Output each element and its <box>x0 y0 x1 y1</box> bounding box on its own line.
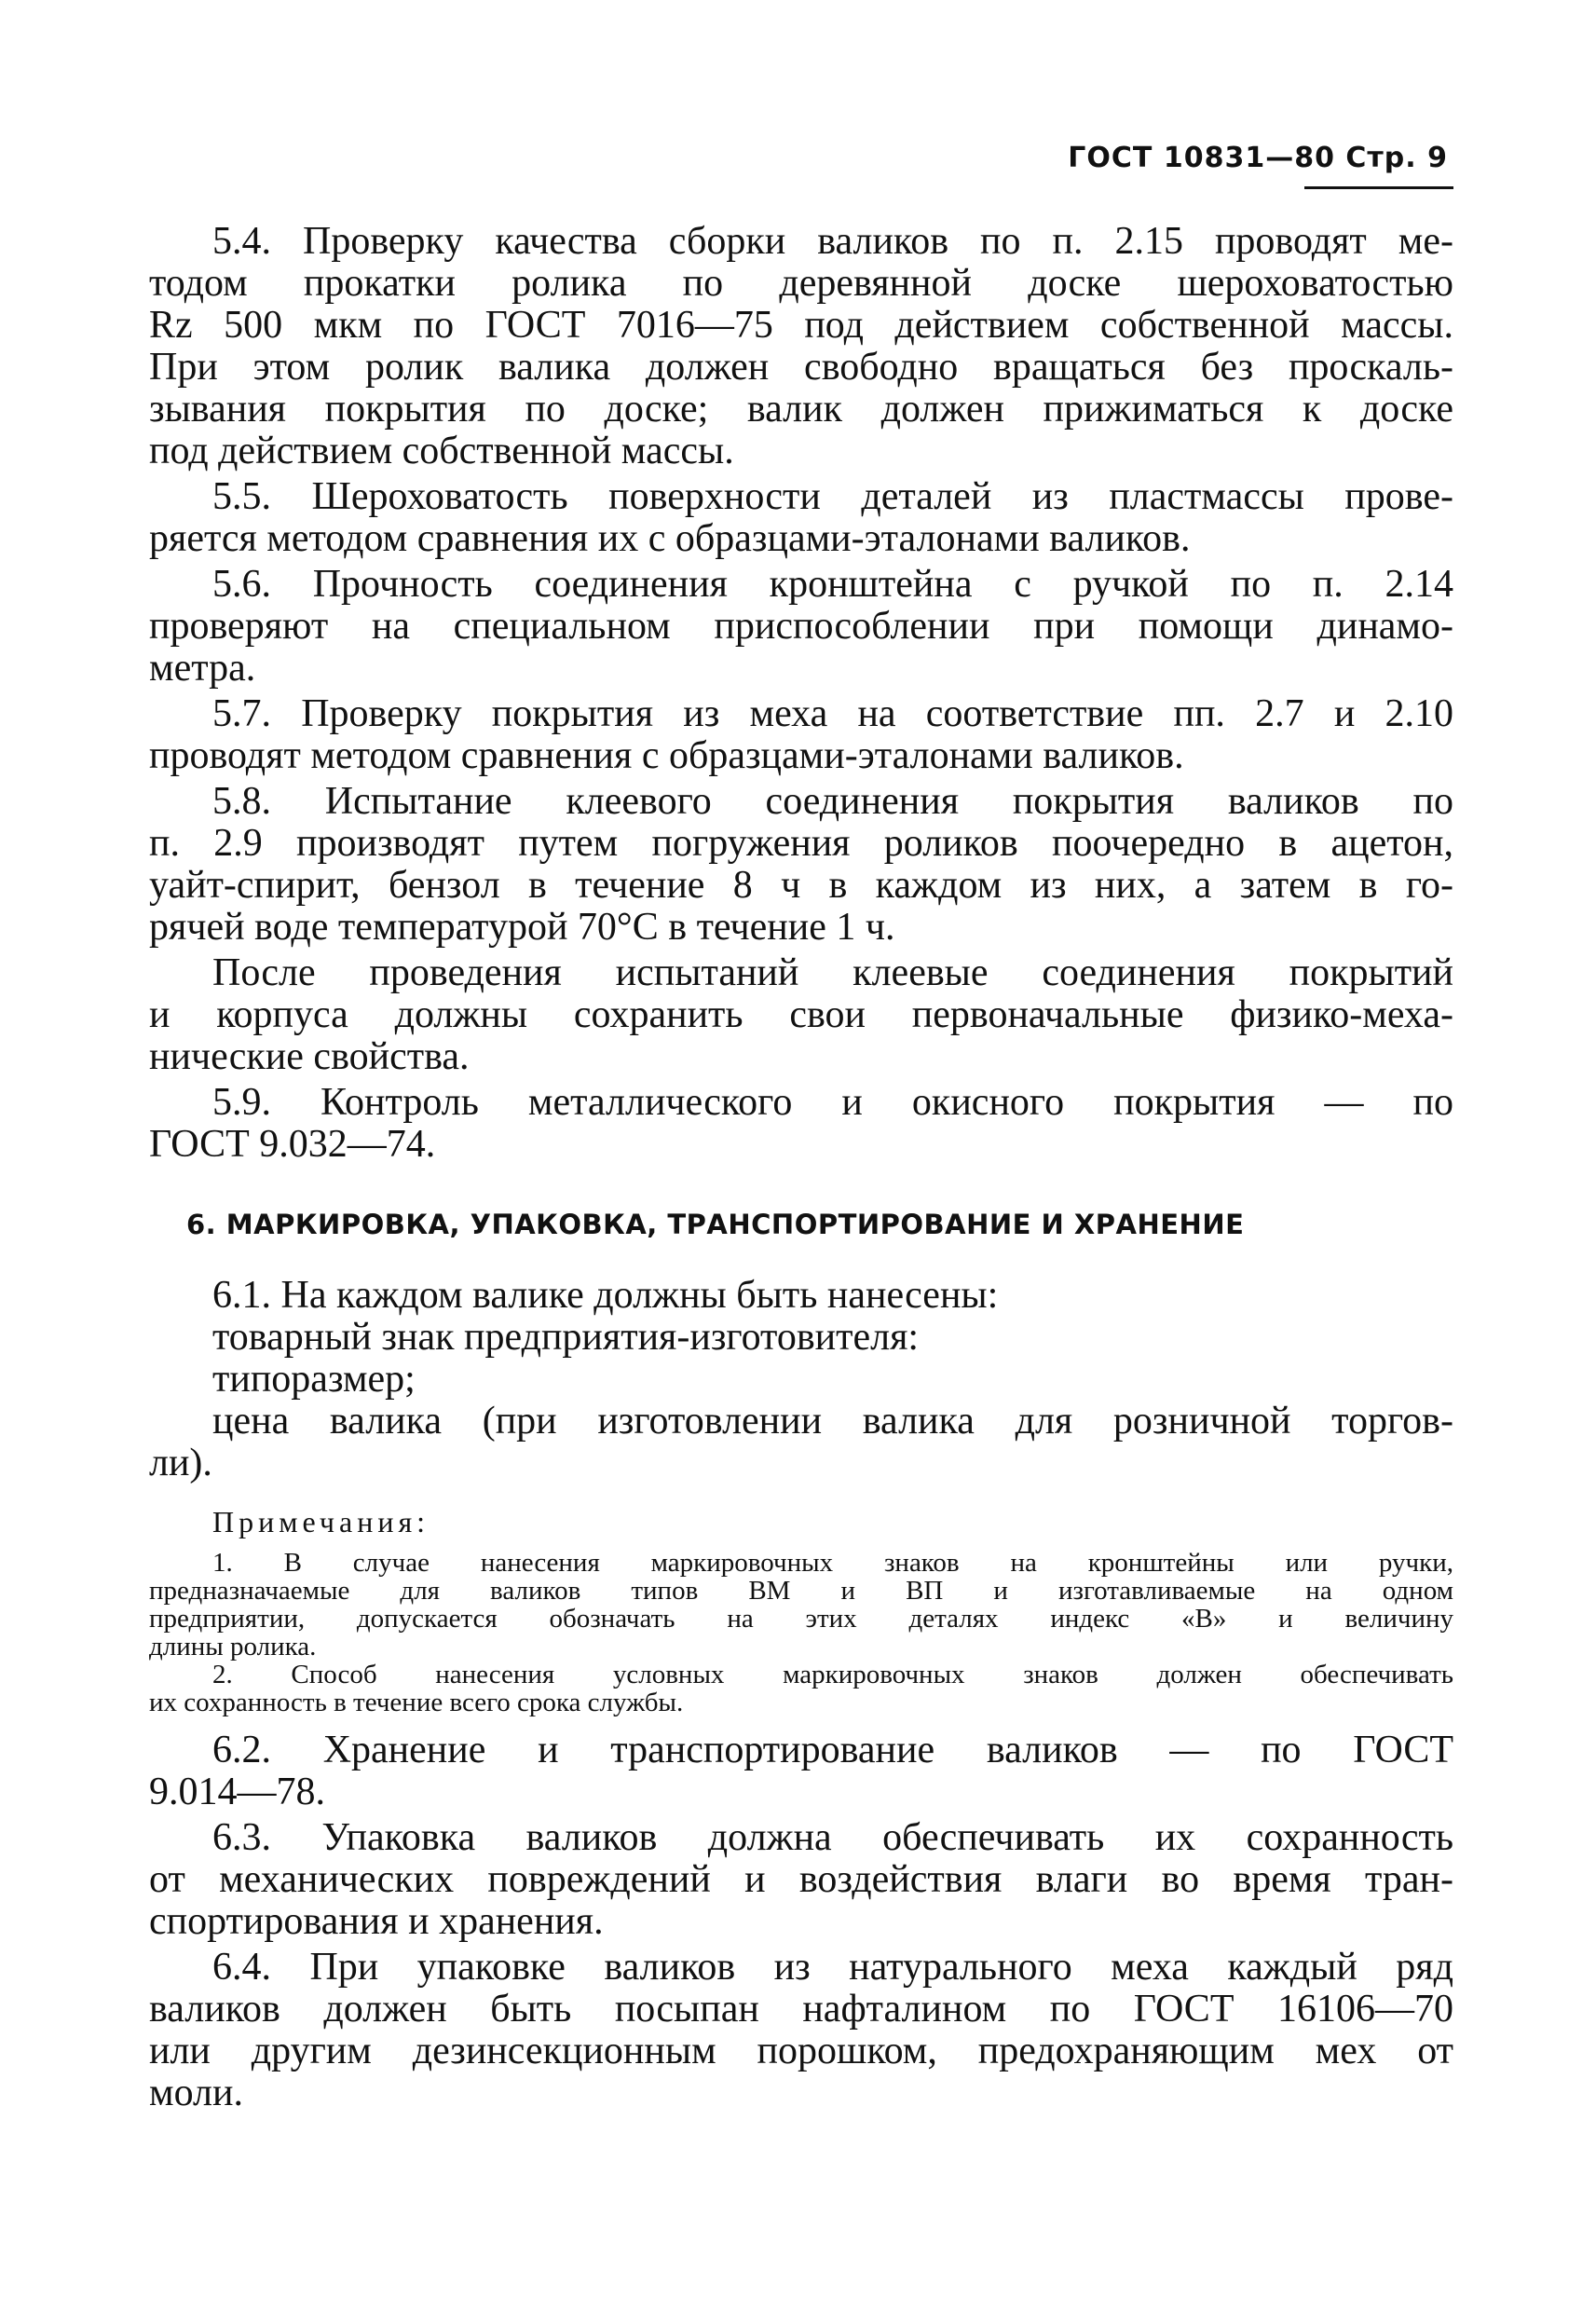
text-line: ГОСТ 9.032—74. <box>149 1123 436 1166</box>
text-line: 5.5. Шероховатость поверхности деталей из пластмассы прове- <box>212 475 1453 518</box>
text-line: от механических повреждений и воздействия влаги во время тран- <box>149 1858 1453 1901</box>
paragraph-5-8 <box>149 781 1453 949</box>
paragraph-6-2 <box>149 1730 1453 1813</box>
paragraph-5-8-continued <box>149 952 1453 1078</box>
text-line: спортирования и хранения. <box>149 1900 604 1943</box>
text-line: рячей воде температурой 70°С в течение 1 ч. <box>149 906 895 949</box>
text-line: п. 2.9 производят путем погружения роликов поочередно в ацетон, <box>149 822 1453 865</box>
text-line: или другим дезинсекционным порошком, предохраняющим мех от <box>149 2030 1453 2072</box>
paragraph-5-9 <box>149 1082 1453 1166</box>
text-line: метра. <box>149 647 256 690</box>
text-line: моли. <box>149 2072 243 2114</box>
text-line: и корпуса должны сохранить свои первоначальные физико-меха- <box>149 993 1453 1036</box>
note-line: длины ролика. <box>149 1632 317 1661</box>
text-line: типоразмер; <box>212 1358 416 1401</box>
header-standard-and-page: ГОСТ 10831—80 Стр. 9 <box>1068 142 1448 174</box>
text-line: Rz 500 мкм по ГОСТ 7016—75 под действием собственной массы. <box>149 304 1453 347</box>
text-line: товарный знак предприятия-изготовителя: <box>212 1316 920 1359</box>
text-line: нические свойства. <box>149 1035 470 1078</box>
text-line: При этом ролик валика должен свободно вращаться без проскаль- <box>149 346 1453 389</box>
section-6-body <box>149 1275 1453 2114</box>
note-line: 1. В случае нанесения маркировочных знаков на кронштейны или ручки, <box>212 1548 1453 1578</box>
page-header <box>969 142 1453 198</box>
text-line: под действием собственной массы. <box>149 430 734 472</box>
text-line: зывания покрытия по доске; валик должен прижиматься к доске <box>149 388 1453 431</box>
text-line: цена валика (при изготовлении валика для розничной торгов- <box>212 1400 1453 1443</box>
note-2 <box>149 1661 1453 1716</box>
text-line: 6.1. На каждом валике должны быть нанесены: <box>212 1274 999 1317</box>
paragraph-6-4 <box>149 1947 1453 2114</box>
text-line: ряется методом сравнения их с образцами-эталонами валиков. <box>149 517 1191 560</box>
paragraph-6-1 <box>149 1275 1453 1484</box>
notes-title: Примечания: <box>212 1505 430 1538</box>
note-line: их сохранность в течение всего срока службы. <box>149 1688 684 1717</box>
paragraph-5-7 <box>149 693 1453 777</box>
note-line: предприятии, допускается обозначать на этих деталях индекс «В» и величину <box>149 1604 1453 1634</box>
text-line: 5.7. Проверку покрытия из меха на соответствие пп. 2.7 и 2.10 <box>212 692 1453 735</box>
paragraph-5-4 <box>149 221 1453 472</box>
text-line: 5.4. Проверку качества сборки валиков по п. 2.15 проводят ме- <box>212 220 1453 263</box>
section-6-continued <box>149 1730 1453 2114</box>
section-5-body <box>149 221 1453 1166</box>
text-line: 6.4. При упаковке валиков из натурального меха каждый ряд <box>212 1946 1453 1989</box>
text-line: тодом прокатки ролика по деревянной доске шероховатостью <box>149 262 1453 305</box>
text-line: 6.3. Упаковка валиков должна обеспечивать их сохранность <box>212 1816 1453 1859</box>
text-line: проводят методом сравнения с образцами-эталонами валиков. <box>149 734 1184 777</box>
note-line: 2. Способ нанесения условных маркировочных знаков должен обеспечивать <box>212 1660 1453 1689</box>
text-line: уайт-спирит, бензол в течение 8 ч в каждом из них, а затем в го- <box>149 864 1453 907</box>
text-line: После проведения испытаний клеевые соединения покрытий <box>212 951 1453 994</box>
text-line: ли). <box>149 1442 212 1484</box>
text-line: 5.9. Контроль металлического и окисного покрытия — по <box>212 1081 1453 1124</box>
text-line: 5.8. Испытание клеевого соединения покрытия валиков по <box>212 780 1453 823</box>
text-line: 9.014—78. <box>149 1771 325 1813</box>
paragraph-5-5 <box>149 476 1453 560</box>
text-line: проверяют на специальном приспособлении при помощи динамо- <box>149 605 1453 648</box>
text-line: 6.2. Хранение и транспортирование валиков — по ГОСТ <box>212 1729 1453 1771</box>
header-rule <box>1304 186 1453 189</box>
text-line: валиков должен быть посыпан нафталином по ГОСТ 16106—70 <box>149 1988 1453 2031</box>
note-line: предназначаемые для валиков типов ВМ и ВП и изготавливаемые на одном <box>149 1576 1453 1606</box>
paragraph-5-6 <box>149 564 1453 690</box>
section-6-heading: 6. МАРКИРОВКА, УПАКОВКА, ТРАНСПОРТИРОВАНИЕ И ХРАНЕНИЕ <box>186 1209 1245 1240</box>
paragraph-6-3 <box>149 1817 1453 1943</box>
note-1 <box>149 1549 1453 1661</box>
text-line: 5.6. Прочность соединения кронштейна с ручкой по п. 2.14 <box>212 563 1453 606</box>
